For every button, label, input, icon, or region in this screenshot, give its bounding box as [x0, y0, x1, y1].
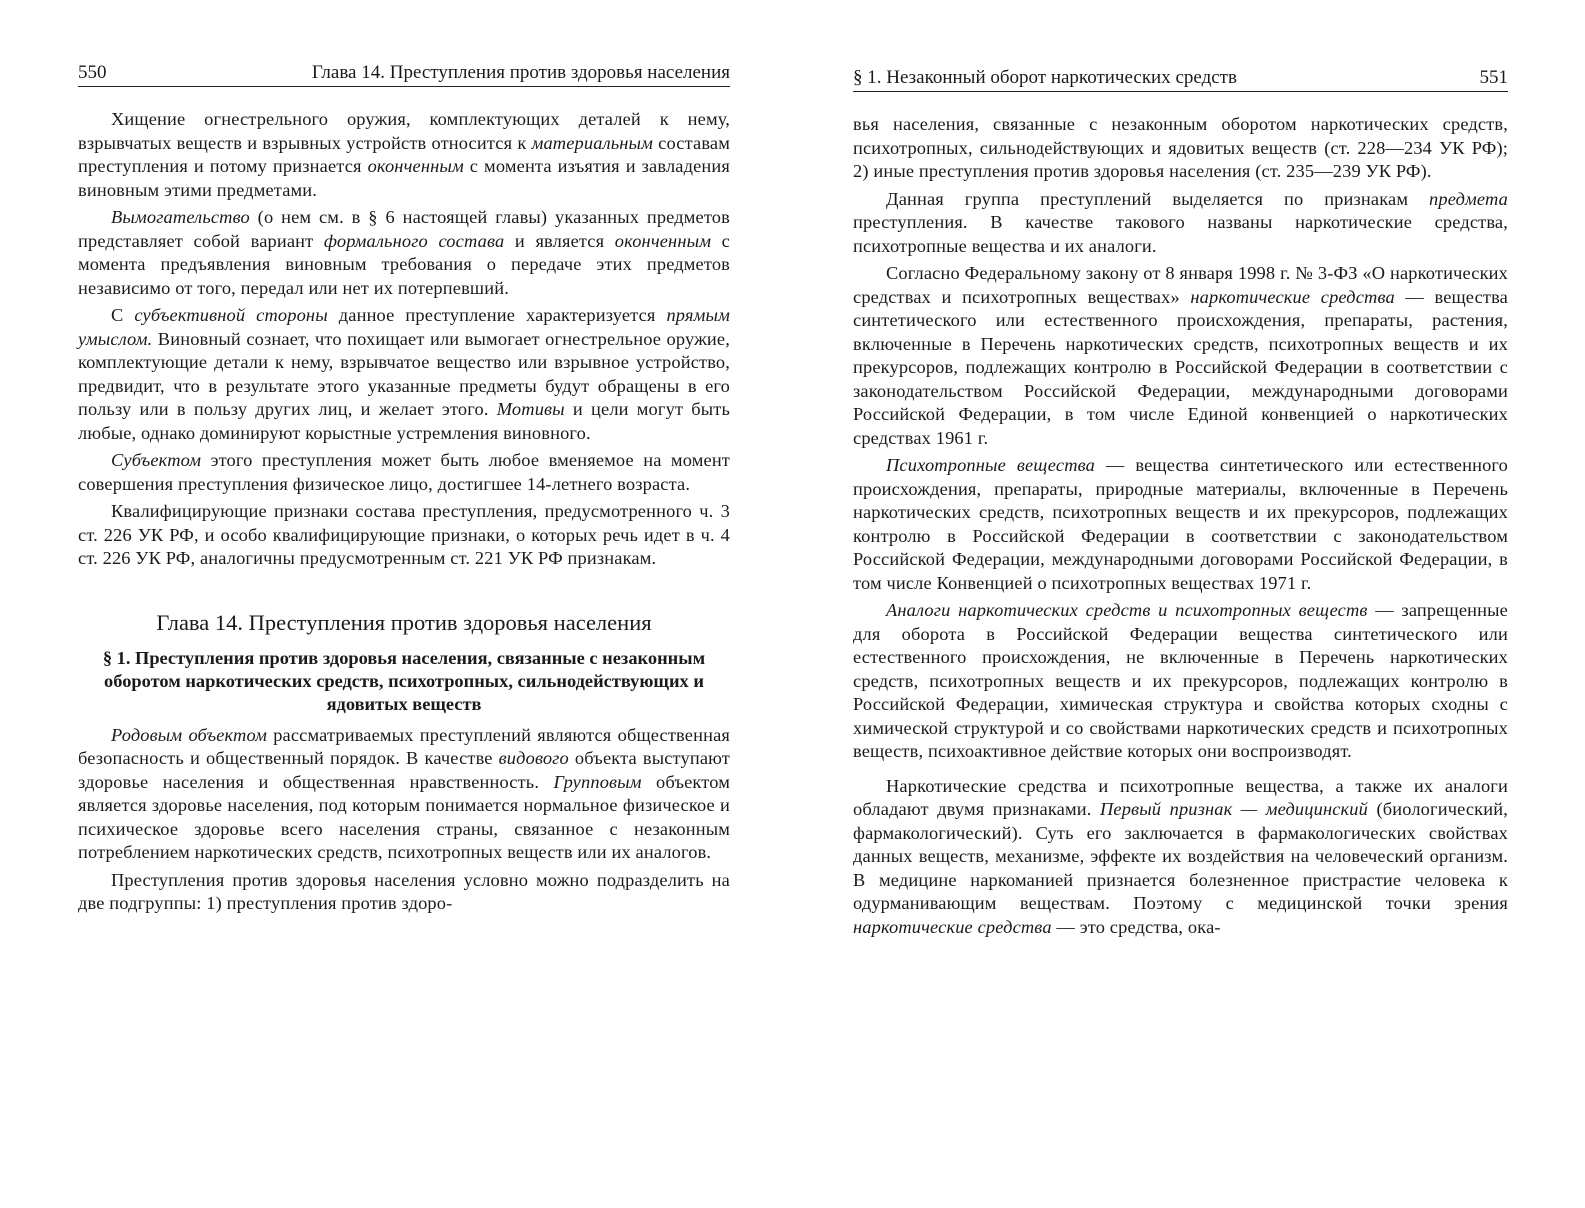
- text-run: Квалифицирующие признаки состава преступления, предусмотренного ч. 3 ст. 226 УК РФ, и особо квалифицирующие признаки, о которых речь идет в ч. 4 ст. 226 УК РФ, аналогичны предусмотренным ст. 221 УК РФ признакам.: [78, 501, 730, 568]
- italic-term: оконченным: [614, 230, 712, 251]
- text-run: с момента изъятия и завладения виновным этими предметами.: [78, 156, 730, 200]
- running-header: [78, 60, 730, 87]
- running-head-title: § 1. Незаконный оборот наркотических средств: [853, 67, 1237, 88]
- text-run: С: [111, 305, 135, 325]
- paragraph: [853, 454, 1508, 595]
- page-body: [78, 108, 730, 916]
- text-run: Преступления против здоровья населения условно можно подразделить на две подгруппы: 1) преступления против здоро-: [78, 869, 730, 913]
- text-run: Виновный сознает, что похищает или вымогает огнестрельное оружие, комплектующие детали к нему, взрывчатое вещество или взрывное устройство, предвидит, что в результате этого указанные предметы будут обращены в его пользу или в пользу других лиц, и желает этого.: [78, 328, 730, 419]
- text-run: (о нем см. в § 6 настоящей главы) указанных предметов представляет собой вариант: [78, 207, 730, 251]
- italic-term: Вымогательство: [111, 207, 250, 227]
- paragraph: [853, 775, 1508, 940]
- italic-term: Групповым: [553, 771, 642, 792]
- text-run: и является: [504, 230, 615, 251]
- italic-term: наркотические средства: [853, 916, 1052, 937]
- paragraph: [78, 869, 730, 916]
- text-run: этого преступления может быть любое вменяемое на момент совершения преступления физическое лицо, достигшее 14-летнего возраста.: [78, 450, 730, 494]
- text-run: Наркотические средства и психотропные вещества, а также их аналоги обладают двумя признаками.: [853, 775, 1508, 819]
- page-body: [853, 113, 1508, 939]
- text-run: рассматриваемых преступлений являются общественная безопасность и общественный порядок. В качестве: [78, 724, 730, 768]
- right-page: [853, 0, 1508, 1208]
- paragraph: [78, 304, 730, 445]
- text-run: Согласно Федеральному закону от 8 января 1998 г. № 3-ФЗ «О наркотических средствах и психотропных веществах»: [853, 263, 1508, 307]
- paragraph: [853, 262, 1508, 450]
- paragraph: [78, 206, 730, 300]
- italic-term: Субъектом: [111, 450, 202, 470]
- text-run: объекта выступают здоровье населения и общественная нравственность.: [78, 748, 730, 792]
- paragraph: [78, 108, 730, 202]
- paragraph: [78, 449, 730, 496]
- paragraph: [78, 500, 730, 571]
- text-run: объектом является здоровье населения, под которым понимается нормальное физическое и психическое здоровье всего населения страны, связанное с незаконным потреблением наркотических средств, психотропных веществ или их аналогов.: [78, 771, 730, 862]
- left-page: [78, 0, 730, 1208]
- paragraph: [853, 113, 1508, 184]
- text-run: Хищение огнестрельного оружия, комплектующих деталей к нему, взрывчатых веществ и взрывных устройств относится к: [78, 109, 730, 153]
- italic-term: Родовым объектом: [111, 724, 267, 745]
- page-number: 551: [1479, 67, 1508, 88]
- text-run: (биологический, фармакологический). Суть его заключается в фармакологических свойствах данных веществ, механизме, эффекте их воздействия на человеческий организм. В медицине наркоманией признается болезненное пристрастие человека к одурманивающим веществам. Поэтому с медицинской точки зрения: [853, 799, 1509, 913]
- page-number: 550: [78, 62, 107, 83]
- italic-term: формального состава: [323, 230, 505, 251]
- text-run: и цели могут быть любые, однако доминируют корыстные устремления виновного.: [78, 399, 730, 443]
- text-run: — это средства, ока-: [1051, 916, 1221, 937]
- italic-term: Аналоги наркотических средств и психотропных веществ: [886, 600, 1368, 620]
- italic-term: Мотивы: [496, 399, 565, 419]
- paragraph: [78, 724, 730, 865]
- text-run: данное преступление характеризуется: [327, 305, 667, 325]
- section-title: § 1. Преступления против здоровья населения, связанные с незаконным оборотом наркотических средств, психотропных, сильнодействующих и ядовитых веществ: [102, 647, 706, 714]
- text-run: составам преступления и потому признается: [78, 132, 731, 176]
- italic-term: Психотропные вещества: [886, 455, 1095, 475]
- italic-term: материальным: [531, 132, 654, 153]
- text-run: — запрещенные для оборота в Российской Федерации вещества синтетического или естественного происхождения, не включенные в Перечень наркотических средств, психотропных веществ и их прекурсоров, подлежащих контролю в Российской Федерации, химическая структура и свойства которых сходны с химической структурой и со свойствами наркотических средств и психотропных веществ, психоактивное действие которых они воспроизводят.: [853, 600, 1508, 761]
- running-header: [853, 65, 1508, 92]
- italic-term: оконченным: [367, 156, 464, 176]
- italic-term: наркотические средства: [1190, 286, 1395, 307]
- paragraph: [853, 599, 1508, 764]
- paragraph: [853, 188, 1508, 259]
- italic-term: предмета: [1429, 188, 1508, 209]
- text-run: с момента предъявления виновным требования о передаче этих предметов независимо от того, передал или нет их потерпевший.: [78, 230, 730, 298]
- italic-term: Первый признак — медицинский: [1099, 799, 1369, 819]
- text-run: вья населения, связанные с незаконным оборотом наркотических средств, психотропных, сильнодействующих и ядовитых веществ (ст. 228—234 УК РФ); 2) иные преступления против здоровья населения (ст. 235—239 УК РФ).: [853, 114, 1508, 181]
- italic-term: субъективной стороны: [134, 305, 328, 325]
- italic-term: видового: [498, 748, 569, 768]
- text-run: преступления. В качестве такового названы наркотические средства, психотропные вещества и их аналоги.: [853, 212, 1508, 256]
- text-run: Данная группа преступлений выделяется по признакам: [886, 188, 1430, 209]
- text-run: — вещества синтетического или естественного происхождения, препараты, природные материалы, включенные в Перечень наркотических средств, психотропных веществ и их прекурсоров, подлежащих контролю в Российской Федерации в соответствии с законодательством Российской Федерации, международными договорами Российской Федерации, в том числе Конвенцией о психотропных веществах 1971 г.: [853, 455, 1508, 593]
- chapter-title: Глава 14. Преступления против здоровья населения: [156, 609, 652, 635]
- text-run: — вещества синтетического или естественного происхождения, препараты, растения, включенные в Перечень наркотических средств, психотропных веществ и их прекурсоров, подлежащих контролю в Российской Федерации в соответствии с законодательством Российской Федерации, международными договорами Российской Федерации, в том числе Единой конвенцией о наркотических средствах 1961 г.: [853, 286, 1508, 448]
- running-head-title: Глава 14. Преступления против здоровья населения: [311, 62, 730, 83]
- italic-term: прямым умыслом.: [78, 305, 730, 349]
